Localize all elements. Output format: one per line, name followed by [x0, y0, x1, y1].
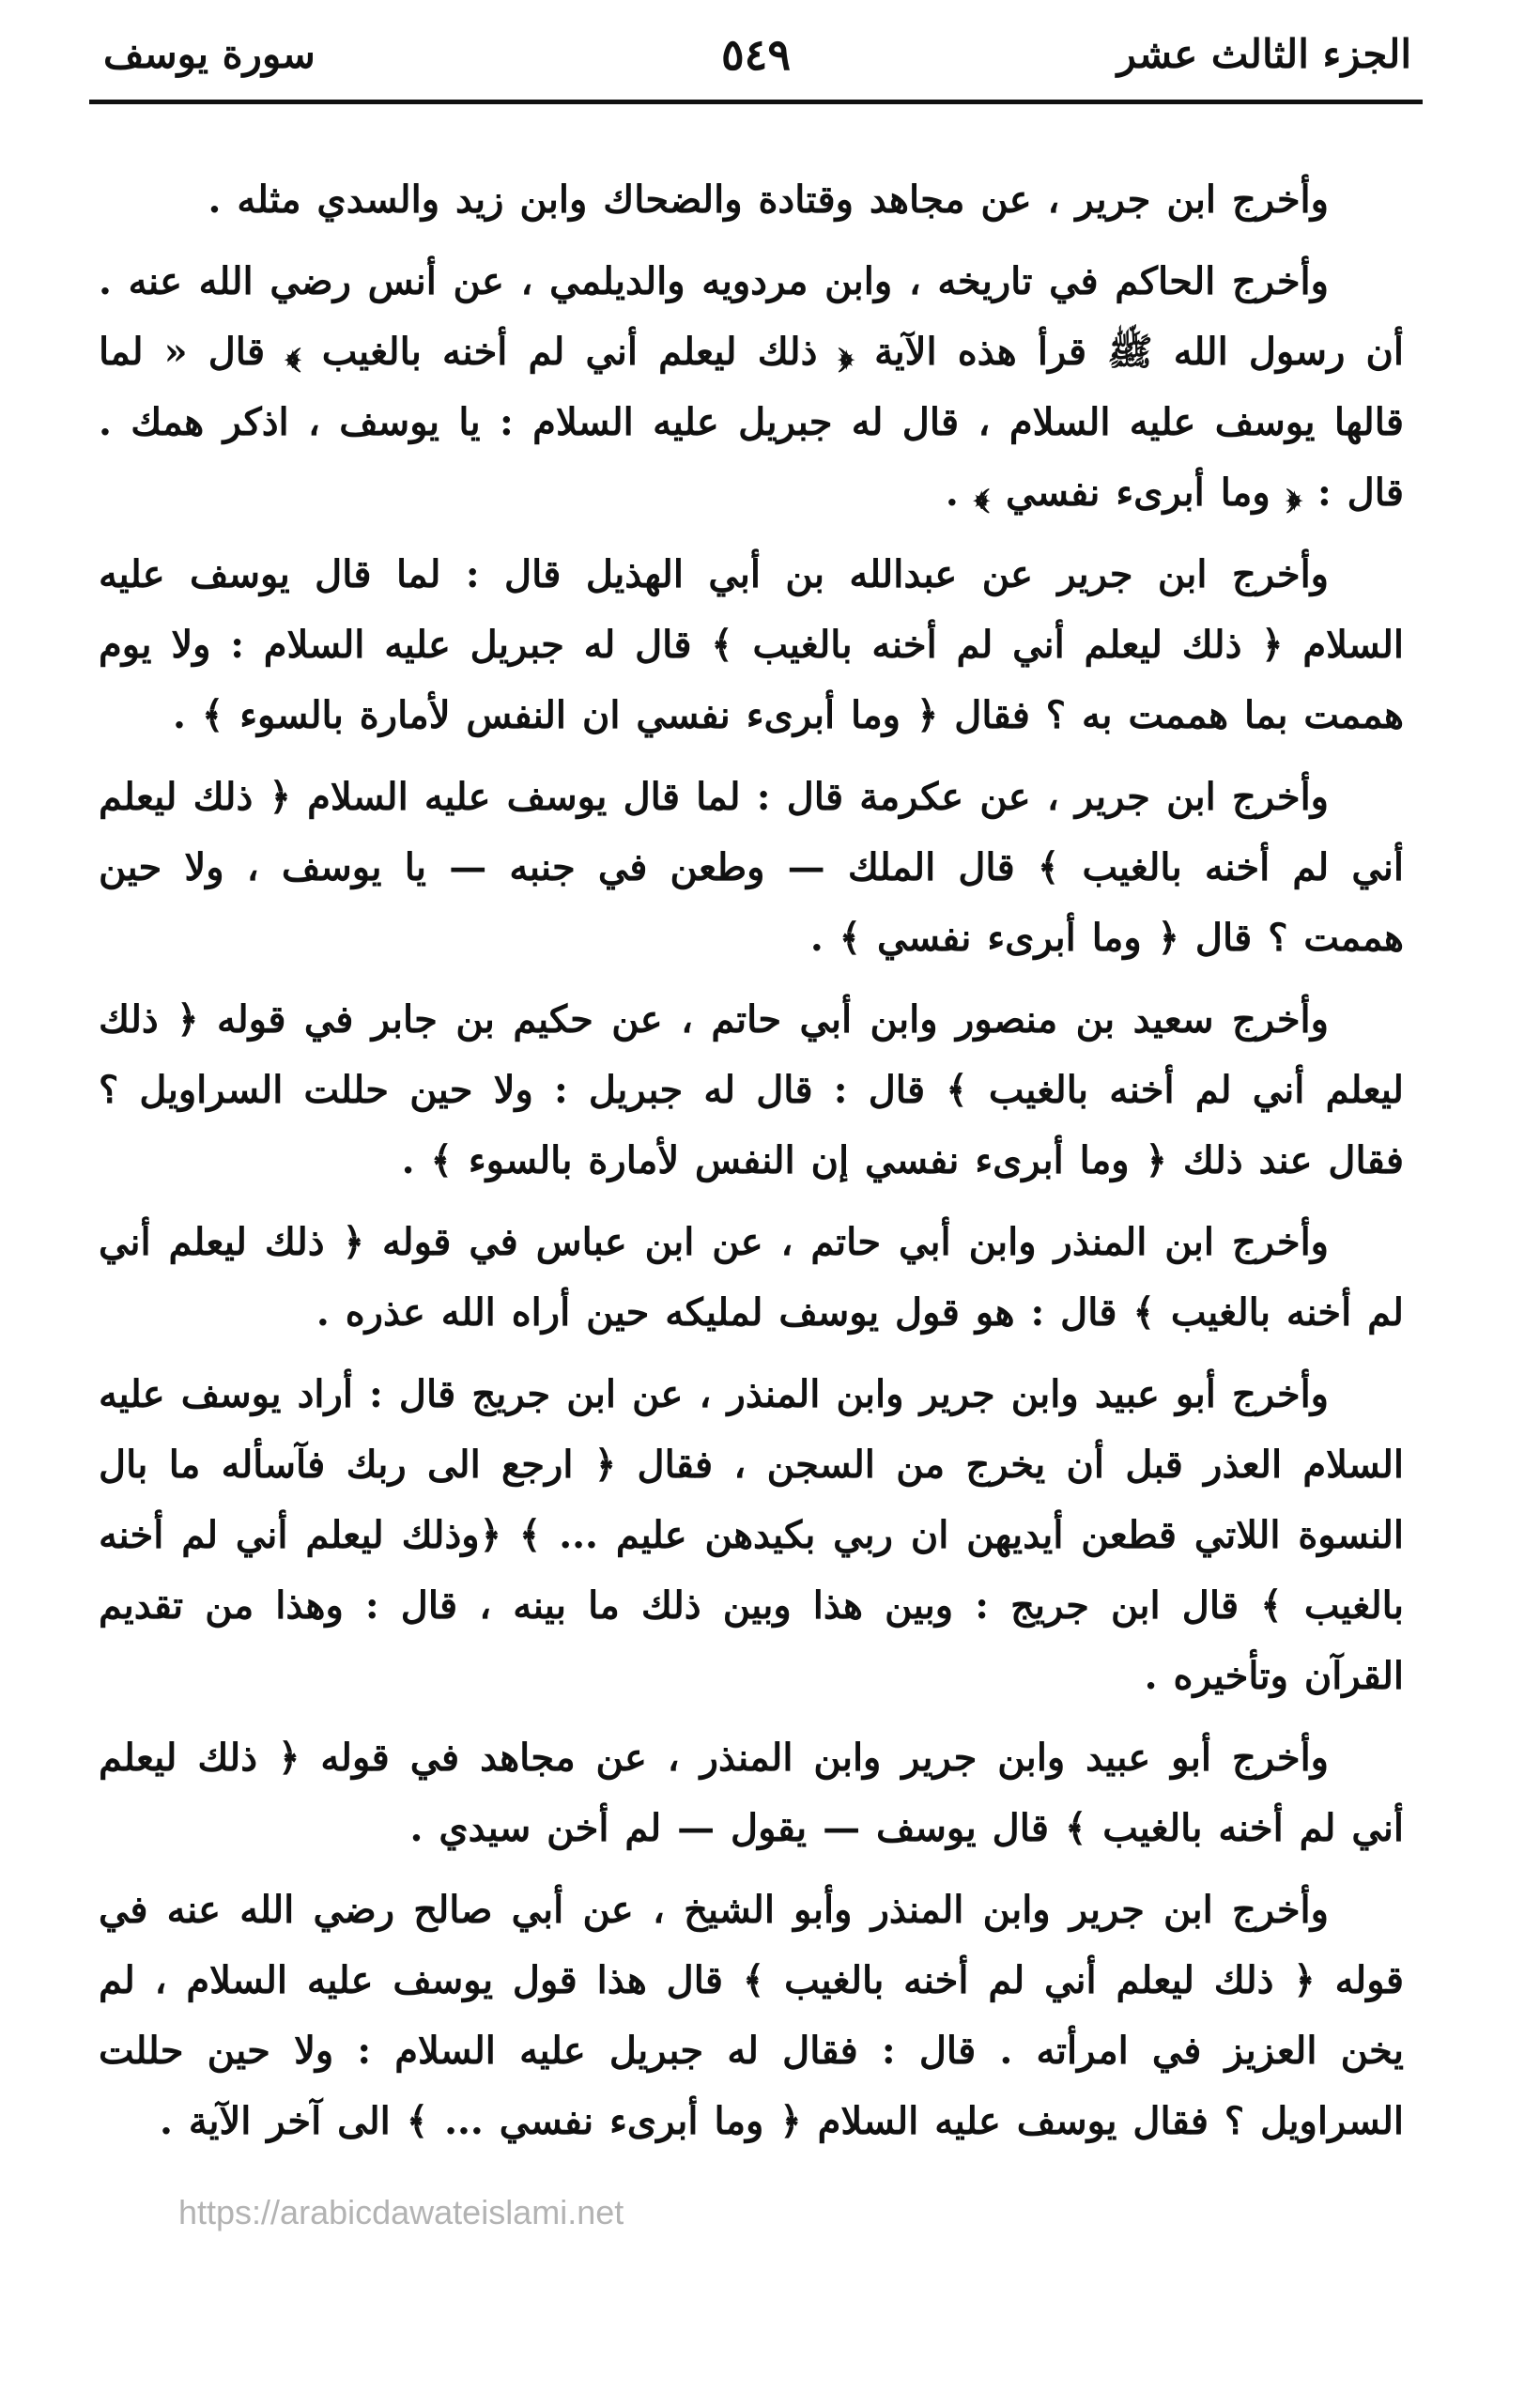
juz-label: الجزء الثالث عشر [1116, 31, 1411, 77]
page-number: ٥٤٩ [720, 29, 792, 80]
paragraph: وأخرج الحاكم في تاريخه ، وابن مردويه والديلمي ، عن أنس رضي الله عنه . أن رسول الله ﷺ قرأ هذه الآية ﴿ ذلك ليعلم أني لم أخنه بالغيب ﴾ قال « لما قالها يوسف عليه السلام ، قال له جبريل عليه السلام : يا يوسف ، اذكر همك . قال : ﴿ وما أبرىء نفسي ﴾ . [99, 259, 1404, 515]
paragraph: وأخرج ابن جرير ، عن مجاهد وقتادة والضحاك وابن زيد والسدي مثله . [208, 178, 1329, 222]
paragraph: وأخرج ابن جرير ، عن عكرمة قال : لما قال يوسف عليه السلام ﴿ ذلك ليعلم أني لم أخنه بالغيب ﴾ قال الملك — وطعن في جنبه — يا يوسف ، ولا حين هممت ؟ قال ﴿ وما أبرىء نفسي ﴾ . [99, 775, 1404, 960]
page-body [99, 164, 1404, 2168]
paragraph: وأخرج ابن المنذر وابن أبي حاتم ، عن ابن عباس في قوله ﴿ ذلك ليعلم أني لم أخنه بالغيب ﴾ قال : هو قول يوسف لمليكه حين أراه الله عذره . [99, 1220, 1404, 1335]
paragraph: وأخرج أبو عبيد وابن جرير وابن المنذر ، عن ابن جريج قال : أراد يوسف عليه السلام العذر قبل أن يخرج من السجن ، فقال ﴿ ارجع الى ربك فآسأله ما بال النسوة اللاتي قطعن أيديهن ان ربي بكيدهن عليم ... ﴾ ﴿وذلك ليعلم أني لم أخنه بالغيب ﴾ قال ابن جريج : وبين هذا وبين ذلك ما بينه ، قال : وهذا من تقديم القرآن وتأخيره . [99, 1372, 1404, 1698]
watermark-url: https://arabicdawateislami.net [178, 2193, 624, 2231]
paragraph: وأخرج أبو عبيد وابن جرير وابن المنذر ، عن مجاهد في قوله ﴿ ذلك ليعلم أني لم أخنه بالغيب ﴾ قال يوسف — يقول — لم أخن سيدي . [99, 1736, 1404, 1850]
header-divider [89, 100, 1423, 104]
page-header [89, 17, 1423, 92]
surah-label: سورة يوسف [103, 31, 316, 77]
paragraph: وأخرج ابن جرير وابن المنذر وأبو الشيخ ، عن أبي صالح رضي الله عنه في قوله ﴿ ذلك ليعلم أني لم أخنه بالغيب ﴾ قال هذا قول يوسف عليه السلام ، لم يخن العزيز في امرأته . قال : فقال له جبريل عليه السلام : ولا حين حللت السراويل ؟ فقال يوسف عليه السلام ﴿ وما أبرىء نفسي ... ﴾ الى آخر الآية . [99, 1888, 1404, 2143]
paragraph: وأخرج سعيد بن منصور وابن أبي حاتم ، عن حكيم بن جابر في قوله ﴿ ذلك ليعلم أني لم أخنه بالغيب ﴾ قال : قال له جبريل : ولا حين حللت السراويل ؟ فقال عند ذلك ﴿ وما أبرىء نفسي إن النفس لأمارة بالسوء ﴾ . [99, 997, 1404, 1182]
paragraph: وأخرج ابن جرير عن عبدالله بن أبي الهذيل قال : لما قال يوسف عليه السلام ﴿ ذلك ليعلم أني لم أخنه بالغيب ﴾ قال له جبريل عليه السلام : ولا يوم هممت بما هممت به ؟ فقال ﴿ وما أبرىء نفسي ان النفس لأمارة بالسوء ﴾ . [99, 552, 1404, 737]
